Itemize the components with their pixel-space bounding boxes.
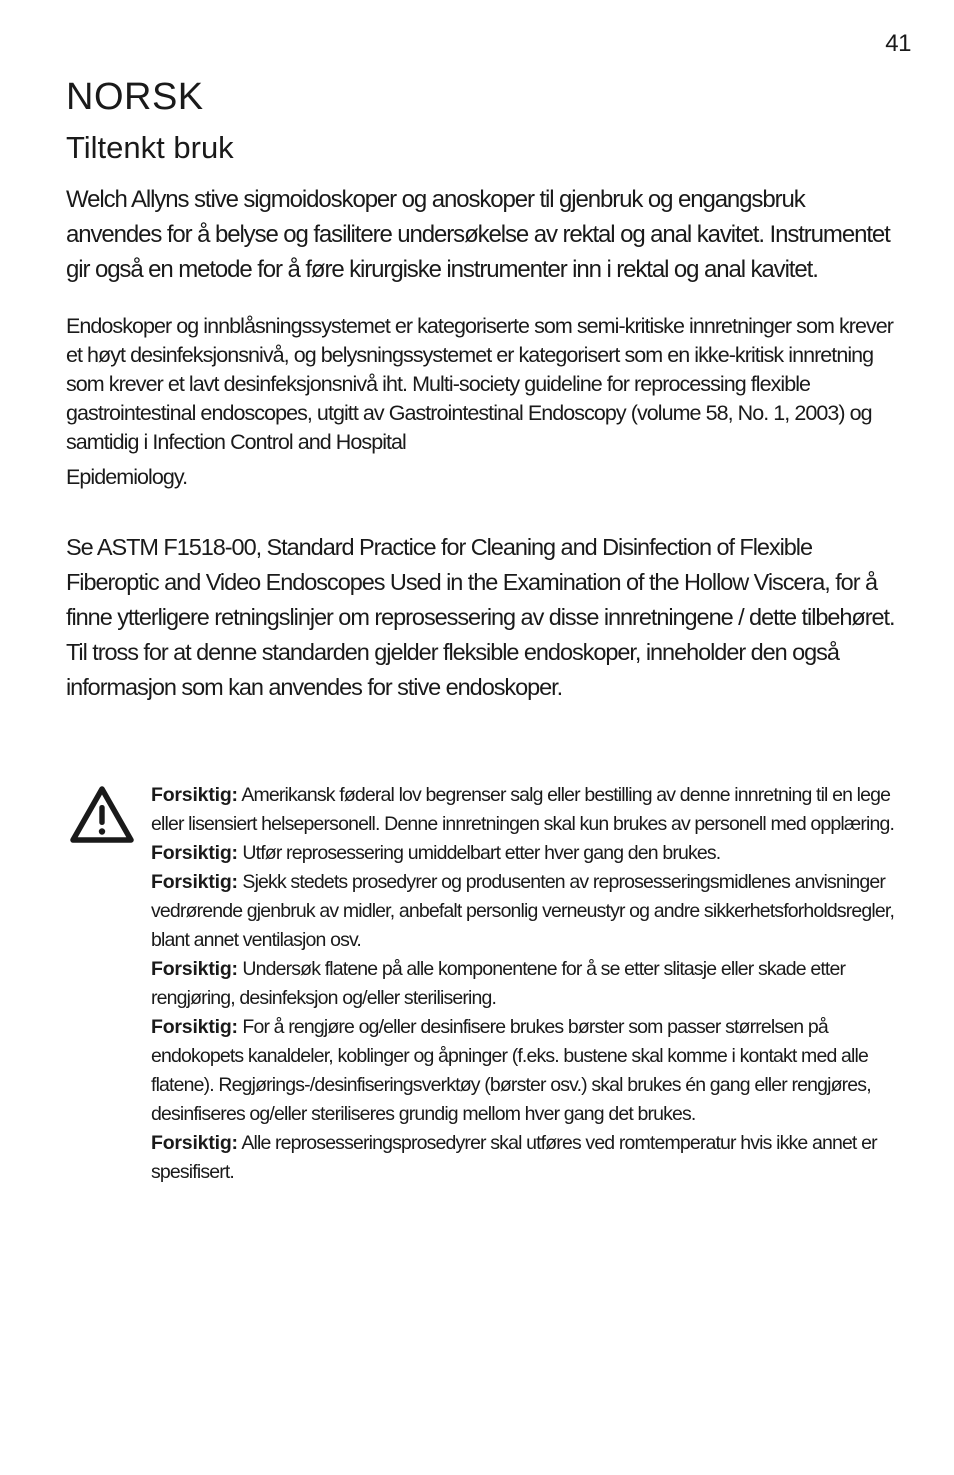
warning-triangle-icon	[70, 786, 134, 844]
caution-item	[151, 955, 921, 1013]
caution-item	[151, 868, 921, 955]
categorization-paragraph	[66, 312, 896, 492]
caution-text: For å rengjøre og/eller desinfisere brukes børster som passer størrelsen på endokopets kanaldeler, koblinger og åpninger (f.eks. bustene skal komme i kontakt med alle flatene). Regjørings-/desinfiseringsverktøy (børster osv.) skal brukes én gang eller rengjøres, desinfiseres og/eller steriliseres grundig mellom hver gang det brukes.	[151, 1016, 871, 1125]
intro-paragraph: Welch Allyns stive sigmoidoskoper og anoskoper til gjenbruk og engangsbruk anvendes for å belyse og fasilitere undersøkelse av rektal og anal kavitet. Instrumentet gir også en metode for å føre kirurgiske instrumenter inn i rektal og anal kavitet.	[66, 186, 890, 283]
language-heading: NORSK	[66, 76, 204, 118]
section-heading: Tiltenkt bruk	[66, 130, 234, 165]
page-number: 41	[885, 30, 911, 57]
categorization-text: Endoskoper og innblåsningssystemet er kategoriserte som semi-kritiske innretninger som krever et høyt desinfeksjonsnivå, og belysningssystemet er kategorisert som en ikke-kritisk innretning som krever et lavt desinfeksjonsnivå iht. Multi-society guideline for reprocessing flexible gastrointestinal endoscopes, utgitt av Gastrointestinal Endoscopy (volume 58, No. 1, 2003) og samtidig i Infection Control and Hospital	[66, 314, 893, 454]
caution-item	[151, 781, 921, 839]
caution-label: Forsiktig:	[151, 784, 238, 806]
caution-label: Forsiktig:	[151, 871, 238, 893]
caution-text: Sjekk stedets prosedyrer og produsenten av reprosesseringsmidlenes anvisninger vedrørende gjenbruk av midler, anbefalt personlig verneustyr og andre sikkerhetsforholdsregler, blant annet ventilasjon osv.	[151, 871, 895, 951]
caution-text: Alle reprosesseringsprosedyrer skal utføres ved romtemperatur hvis ikke annet er spesifisert.	[151, 1132, 877, 1183]
caution-item	[151, 839, 921, 868]
caution-text: Amerikansk føderal lov begrenser salg eller bestilling av denne innretning til en lege eller lisensiert helsepersonell. Denne innretningen skal kun brukes av personell med opplæring.	[151, 784, 895, 835]
categorization-end-text: Epidemiology.	[66, 465, 188, 489]
caution-label: Forsiktig:	[151, 958, 238, 980]
caution-list	[151, 781, 921, 1187]
caution-item	[151, 1129, 921, 1187]
caution-label: Forsiktig:	[151, 842, 238, 864]
caution-text: Utfør reprosessering umiddelbart etter hver gang den brukes.	[237, 842, 721, 864]
caution-label: Forsiktig:	[151, 1016, 238, 1038]
caution-label: Forsiktig:	[151, 1132, 238, 1154]
caution-item	[151, 1013, 921, 1129]
caution-text: Undersøk flatene på alle komponentene for å se etter slitasje eller skade etter rengjøring, desinfeksjon og/eller sterilisering.	[151, 958, 846, 1009]
astm-reference-paragraph: Se ASTM F1518-00, Standard Practice for Cleaning and Disinfection of Flexible Fiberoptic and Video Endoscopes Used in the Examination of the Hollow Viscera, for å finne ytterligere retningslinjer om reprosessering av disse innretningene / dette tilbehøret. Til tross for at denne standarden gjelder fleksible endoskoper, inneholder den også informasjon som kan anvendes for stive endoskoper.	[66, 534, 895, 700]
